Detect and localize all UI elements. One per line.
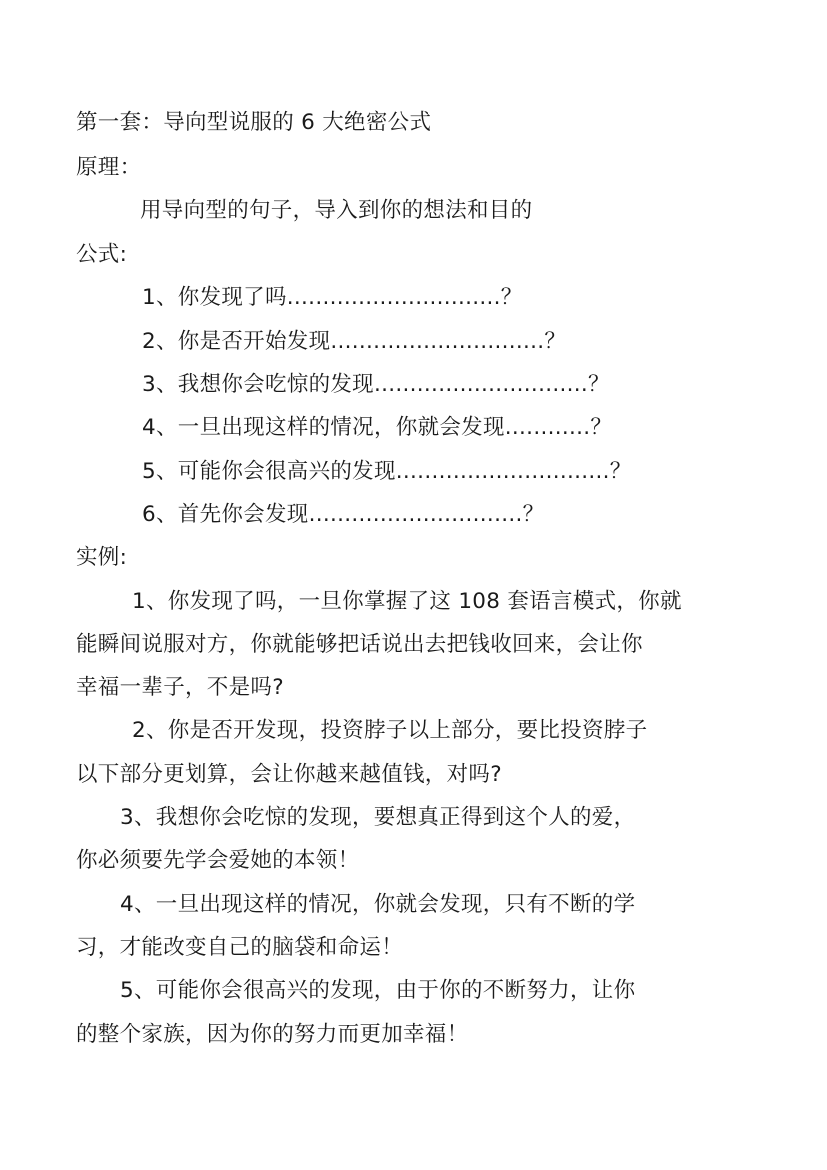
- example-line: 能瞬间说服对方，你就能够把话说出去把钱收回来，会让你: [76, 632, 643, 657]
- example-line: 4、一旦出现这样的情况，你就会发现，只有不断的学: [120, 892, 636, 917]
- formula-item: 4、一旦出现这样的情况，你就会发现............？: [142, 415, 613, 440]
- formula-label: 公式:: [76, 242, 128, 267]
- example-line: 你必须要先学会爱她的本领！: [76, 848, 360, 873]
- example-line: 1、你发现了吗，一旦你掌握了这 108 套语言模式，你就: [132, 589, 682, 614]
- example-label: 实例:: [76, 545, 128, 570]
- formula-item: 2、你是否开始发现..............................？: [142, 329, 567, 354]
- formula-item: 6、首先你会发现..............................？: [142, 502, 545, 527]
- example-line: 5、可能你会很高兴的发现，由于你的不断努力，让你: [120, 978, 636, 1003]
- document-title: 第一套：导向型说服的 6 大绝密公式: [76, 110, 432, 135]
- example-line: 的整个家族，因为你的努力而更加幸福！: [76, 1022, 469, 1047]
- formula-item: 5、可能你会很高兴的发现..............................？: [142, 459, 632, 484]
- principle-text: 用导向型的句子，导入到你的想法和目的: [140, 198, 533, 223]
- example-line: 以下部分更划算，会让你越来越值钱，对吗?: [76, 762, 502, 787]
- formula-item: 3、我想你会吃惊的发现..............................？: [142, 372, 610, 397]
- example-line: 2、你是否开发现，投资脖子以上部分，要比投资脖子: [132, 718, 648, 743]
- example-line: 幸福一辈子，不是吗?: [76, 675, 284, 700]
- example-line: 3、我想你会吃惊的发现，要想真正得到这个人的爱，: [120, 805, 636, 830]
- principle-label: 原理：: [76, 155, 142, 180]
- example-line: 习，才能改变自己的脑袋和命运！: [76, 935, 404, 960]
- formula-item: 1、你发现了吗..............................？: [142, 285, 523, 310]
